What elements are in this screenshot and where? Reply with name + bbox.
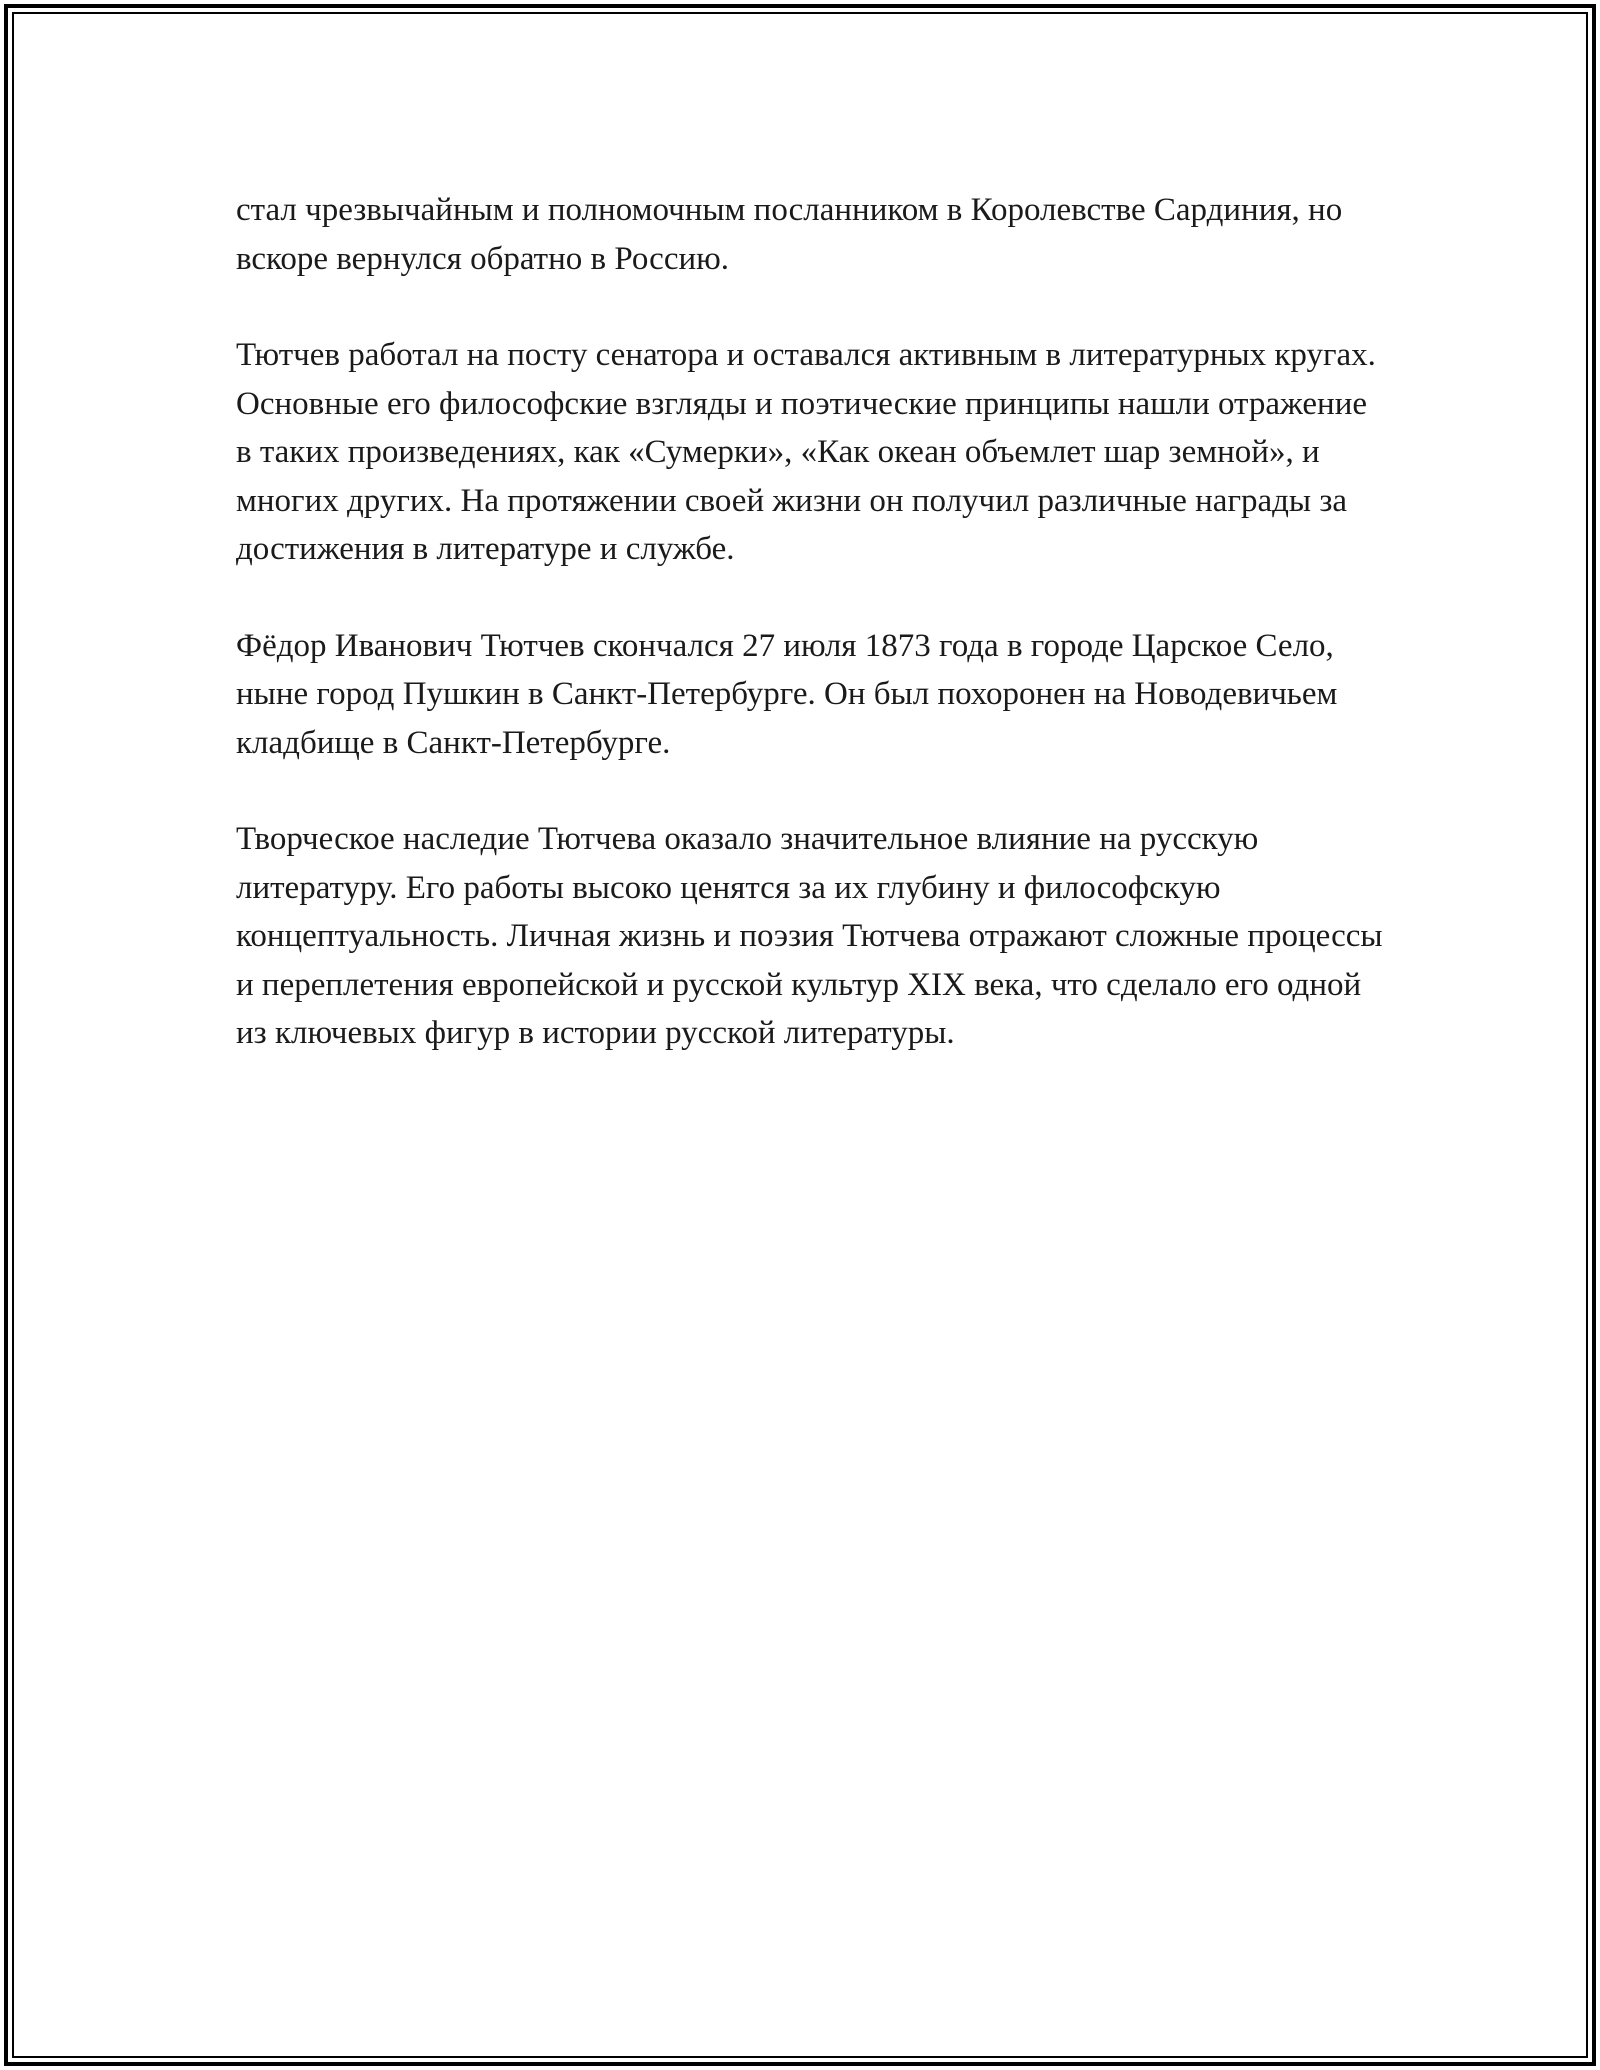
paragraph-legacy: Творческое наследие Тютчева оказало значительное влияние на русскую литературу. Его работы высоко ценятся за их глубину и философскую концептуальность. Личная жизнь и поэзия Тютчева отражают сложные процессы и переплетения европейской и русской культур XIX века, что сделало его одной из ключевых фигур в истории русской литературы.	[236, 821, 1383, 1051]
paragraph-senator-literature: Тютчев работал на посту сенатора и оставался активным в литературных кругах. Основные его философские взгляды и поэтические принципы нашли отражение в таких произведениях, как «Сумерки», «Как океан объемлет шар земной», и многих других. На протяжении своей жизни он получил различные награды за достижения в литературе и службе.	[236, 337, 1376, 567]
paragraph-death-burial: Фёдор Иванович Тютчев скончался 27 июля 1873 года в городе Царское Село, ныне город Пушкин в Санкт-Петербурге. Он был похоронен на Новодевичьем кладбище в Санкт-Петербурге.	[236, 627, 1338, 761]
document-body	[236, 186, 1386, 1106]
paragraph-sardinia-envoy: стал чрезвычайным и полномочным посланником в Королевстве Сардиния, но вскоре вернулся обратно в Россию.	[236, 192, 1343, 277]
